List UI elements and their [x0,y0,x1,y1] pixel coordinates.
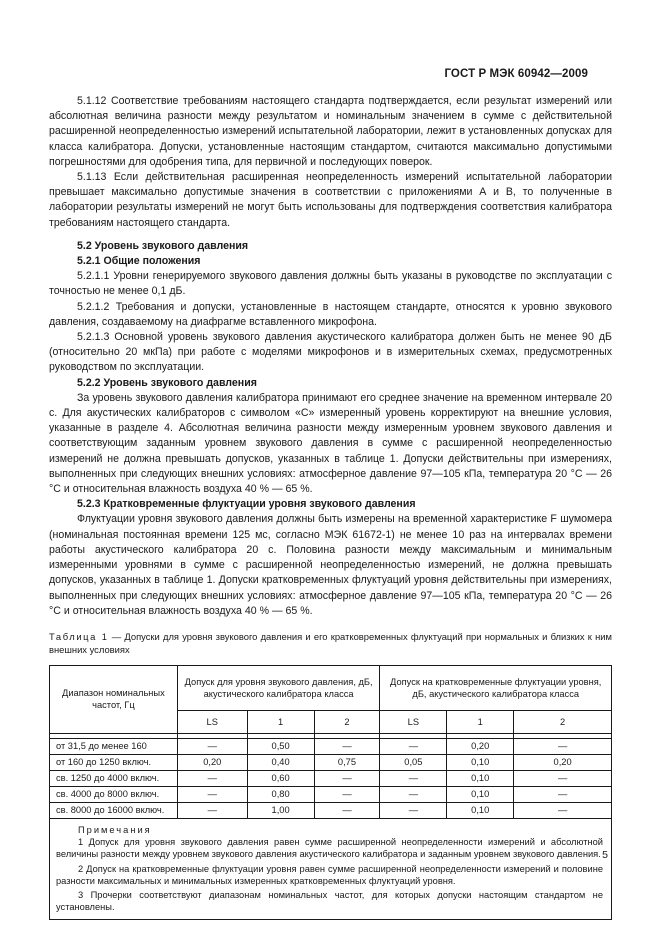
table-cell: — [314,738,380,754]
note-item-2: 2 Допуск на кратковременные флуктуации уровня равен сумме расширенной неопределенности измерений и половине разности максимальных и минимальных измеренных кратковременных флуктуаций уровня. [56,863,603,886]
tolerance-table [49,665,612,920]
table-cell: 1,00 [247,802,314,818]
table-row [50,802,612,818]
class-header-level-ls: LS [177,710,247,733]
paragraph-5-1-13: 5.1.13 Если действительная расширенная неопределенность измерений испытательной лаборатории превышает максимально допустимые значения в соответствии с приложениями А и В, то полученные в лаборатории результаты измерений не могут быть использованы для подтверждения соответствия калибратора требованиям настоящего стандарта. [49,171,612,229]
note-item-1: 1 Допуск для уровня звукового давления равен сумме расширенной неопределенности измерений и абсолютной величины разности между уровнем звукового давления акустического калибратора и заданным уровнем звукового давления. [56,837,603,860]
table-cell: 0,75 [314,754,380,770]
table-cell: — [380,770,447,786]
class-header-level-2: 2 [314,710,380,733]
table-cell: — [514,738,612,754]
table-cell: 0,20 [514,754,612,770]
table-cell: 0,10 [447,754,514,770]
table-cell-range: св. 1250 до 4000 включ. [50,770,178,786]
column-header-frequency-range: Диапазон номинальных частот, Гц [50,665,178,733]
table-cell: 0,05 [380,754,447,770]
table-caption [49,630,612,657]
table-cell: — [314,770,380,786]
table-row [50,786,612,802]
section-heading-5-2-2: 5.2.2 Уровень звукового давления [77,376,257,389]
section-heading-5-2-1: 5.2.1 Общие положения [77,255,201,268]
table-cell: 0,10 [447,770,514,786]
table-cell-range: св. 4000 до 8000 включ. [50,786,178,802]
table-cell: 0,10 [447,802,514,818]
table-cell: 0,10 [447,786,514,802]
class-header-level-1: 1 [247,710,314,733]
table-row [50,754,612,770]
class-header-fluct-ls: LS [380,710,447,733]
column-group-fluctuation-tolerance: Допуск на кратковременные флуктуации уровня, дБ, акустического калибратора класса [380,665,612,710]
table-cell: 0,80 [247,786,314,802]
table-cell: — [514,802,612,818]
table-cell: — [380,802,447,818]
table-cell: — [314,802,380,818]
table-cell-range: от 160 до 1250 включ. [50,754,178,770]
page-number: 5 [602,849,608,861]
table-cell: 0,50 [247,738,314,754]
paragraph-5-2-2: За уровень звукового давления калибратора принимают его среднее значение на временном интервале 20 с. Для акустических калибраторов с символом «С» измеренный уровень корректируют на внешние условия, указанные в разделе 4. Абсолютная величина разности между измеренным уровнем звукового давления и соответствующим заданным уровнем звукового давления в сумме с расширенной неопределенностью измерений не должна превышать допусков, указанных в таблице 1. Допуски действительны при измерениях, выполненных при следующих внешних условиях: атмосферное давление 97—105 кПа, температура 20 °С — 26 °С и относительная влажность воздуха 40 % — 65 %. [49,391,612,496]
note-item-3: 3 Прочерки соответствуют диапазонам номинальных частот, для которых допуски настоящим стандартом не установлены. [56,889,603,913]
table-cell: — [177,770,247,786]
table-cell: — [314,786,380,802]
paragraph-5-2-1-2: 5.2.1.2 Требования и допуски, установленные в настоящем стандарте, относятся к уровню звукового давления, создаваемому на диафрагме вставленного микрофона. [49,300,612,328]
column-group-level-tolerance: Допуск для уровня звукового давления, дБ, акустического калибратора класса [177,665,380,710]
table-cell-range: от 31,5 до менее 160 [50,738,178,754]
table-cell: — [177,738,247,754]
paragraph-5-1-12: 5.1.12 Соответствие требованиям настоящего стандарта подтверждается, если результат измерений или абсолютная величина разности между результатом и номинальным значением в сумме с действительной расширенной неопределенностью измерений испытательной лаборатории, лежит в установленных допусках для класса калибратора. Допуски, установленные настоящим стандартом, считаются максимально допустимыми погрешностями для одобрения типа, для первичной и последующих поверок. [49,95,612,168]
document-body [49,94,612,920]
table-cell: — [380,738,447,754]
standard-header: ГОСТ Р МЭК 60942—2009 [444,68,588,80]
table-caption-label: Таблица 1 [49,630,109,642]
table-notes [50,818,612,919]
table-cell: — [380,786,447,802]
section-heading-5-2: 5.2 Уровень звукового давления [77,239,249,252]
table-cell: — [177,802,247,818]
paragraph-5-2-1-1: 5.2.1.1 Уровни генерируемого звукового давления должны быть указаны в руководстве по эксплуатации с точностью не менее 0,1 дБ. [49,270,612,298]
table-cell-range: св. 8000 до 16000 включ. [50,802,178,818]
notes-title: Примечания [78,824,152,835]
class-header-fluct-2: 2 [514,710,612,733]
section-heading-5-2-3: 5.2.3 Кратковременные флуктуации уровня звукового давления [77,498,416,511]
table-cell: 0,60 [247,770,314,786]
paragraph-5-2-1-3: 5.2.1.3 Основной уровень звукового давления акустического калибратора должен быть не менее 90 дБ (относительно 20 мкПа) при работе с моделями микрофонов и в измерительных схемах, предусмотренных руководством по эксплуатации. [49,331,612,374]
table-cell: 0,40 [247,754,314,770]
table-cell: 0,20 [177,754,247,770]
table-cell: — [177,786,247,802]
table-cell: — [514,770,612,786]
table-row [50,770,612,786]
table-cell: 0,20 [447,738,514,754]
table-row [50,738,612,754]
table-caption-text: — Допуски для уровня звукового давления и его кратковременных флуктуаций при нормальных и близких к ним внешних условиях [49,630,612,656]
table-cell: — [514,786,612,802]
paragraph-5-2-3: Флуктуации уровня звукового давления должны быть измерены на временной характеристике F шумомера (номинальная постоянная времени 125 мс, согласно МЭК 61672-1) не менее 10 раз на интервалах времени работы акустического калибратора 20 с. Половина разности между максимальным и минимальным измеренными уровнями в сумме с расширенной неопределенностью измерений, не должна превышать допусков, указанных в таблице 1. Допуски кратковременных флуктуаций уровня действительны при измерениях, выполненных при следующих внешних условиях: атмосферное давление 97—105 кПа, температура 20 °С — 26 °С и относительная влажность воздуха 40 % — 65 %. [49,513,612,617]
class-header-fluct-1: 1 [447,710,514,733]
